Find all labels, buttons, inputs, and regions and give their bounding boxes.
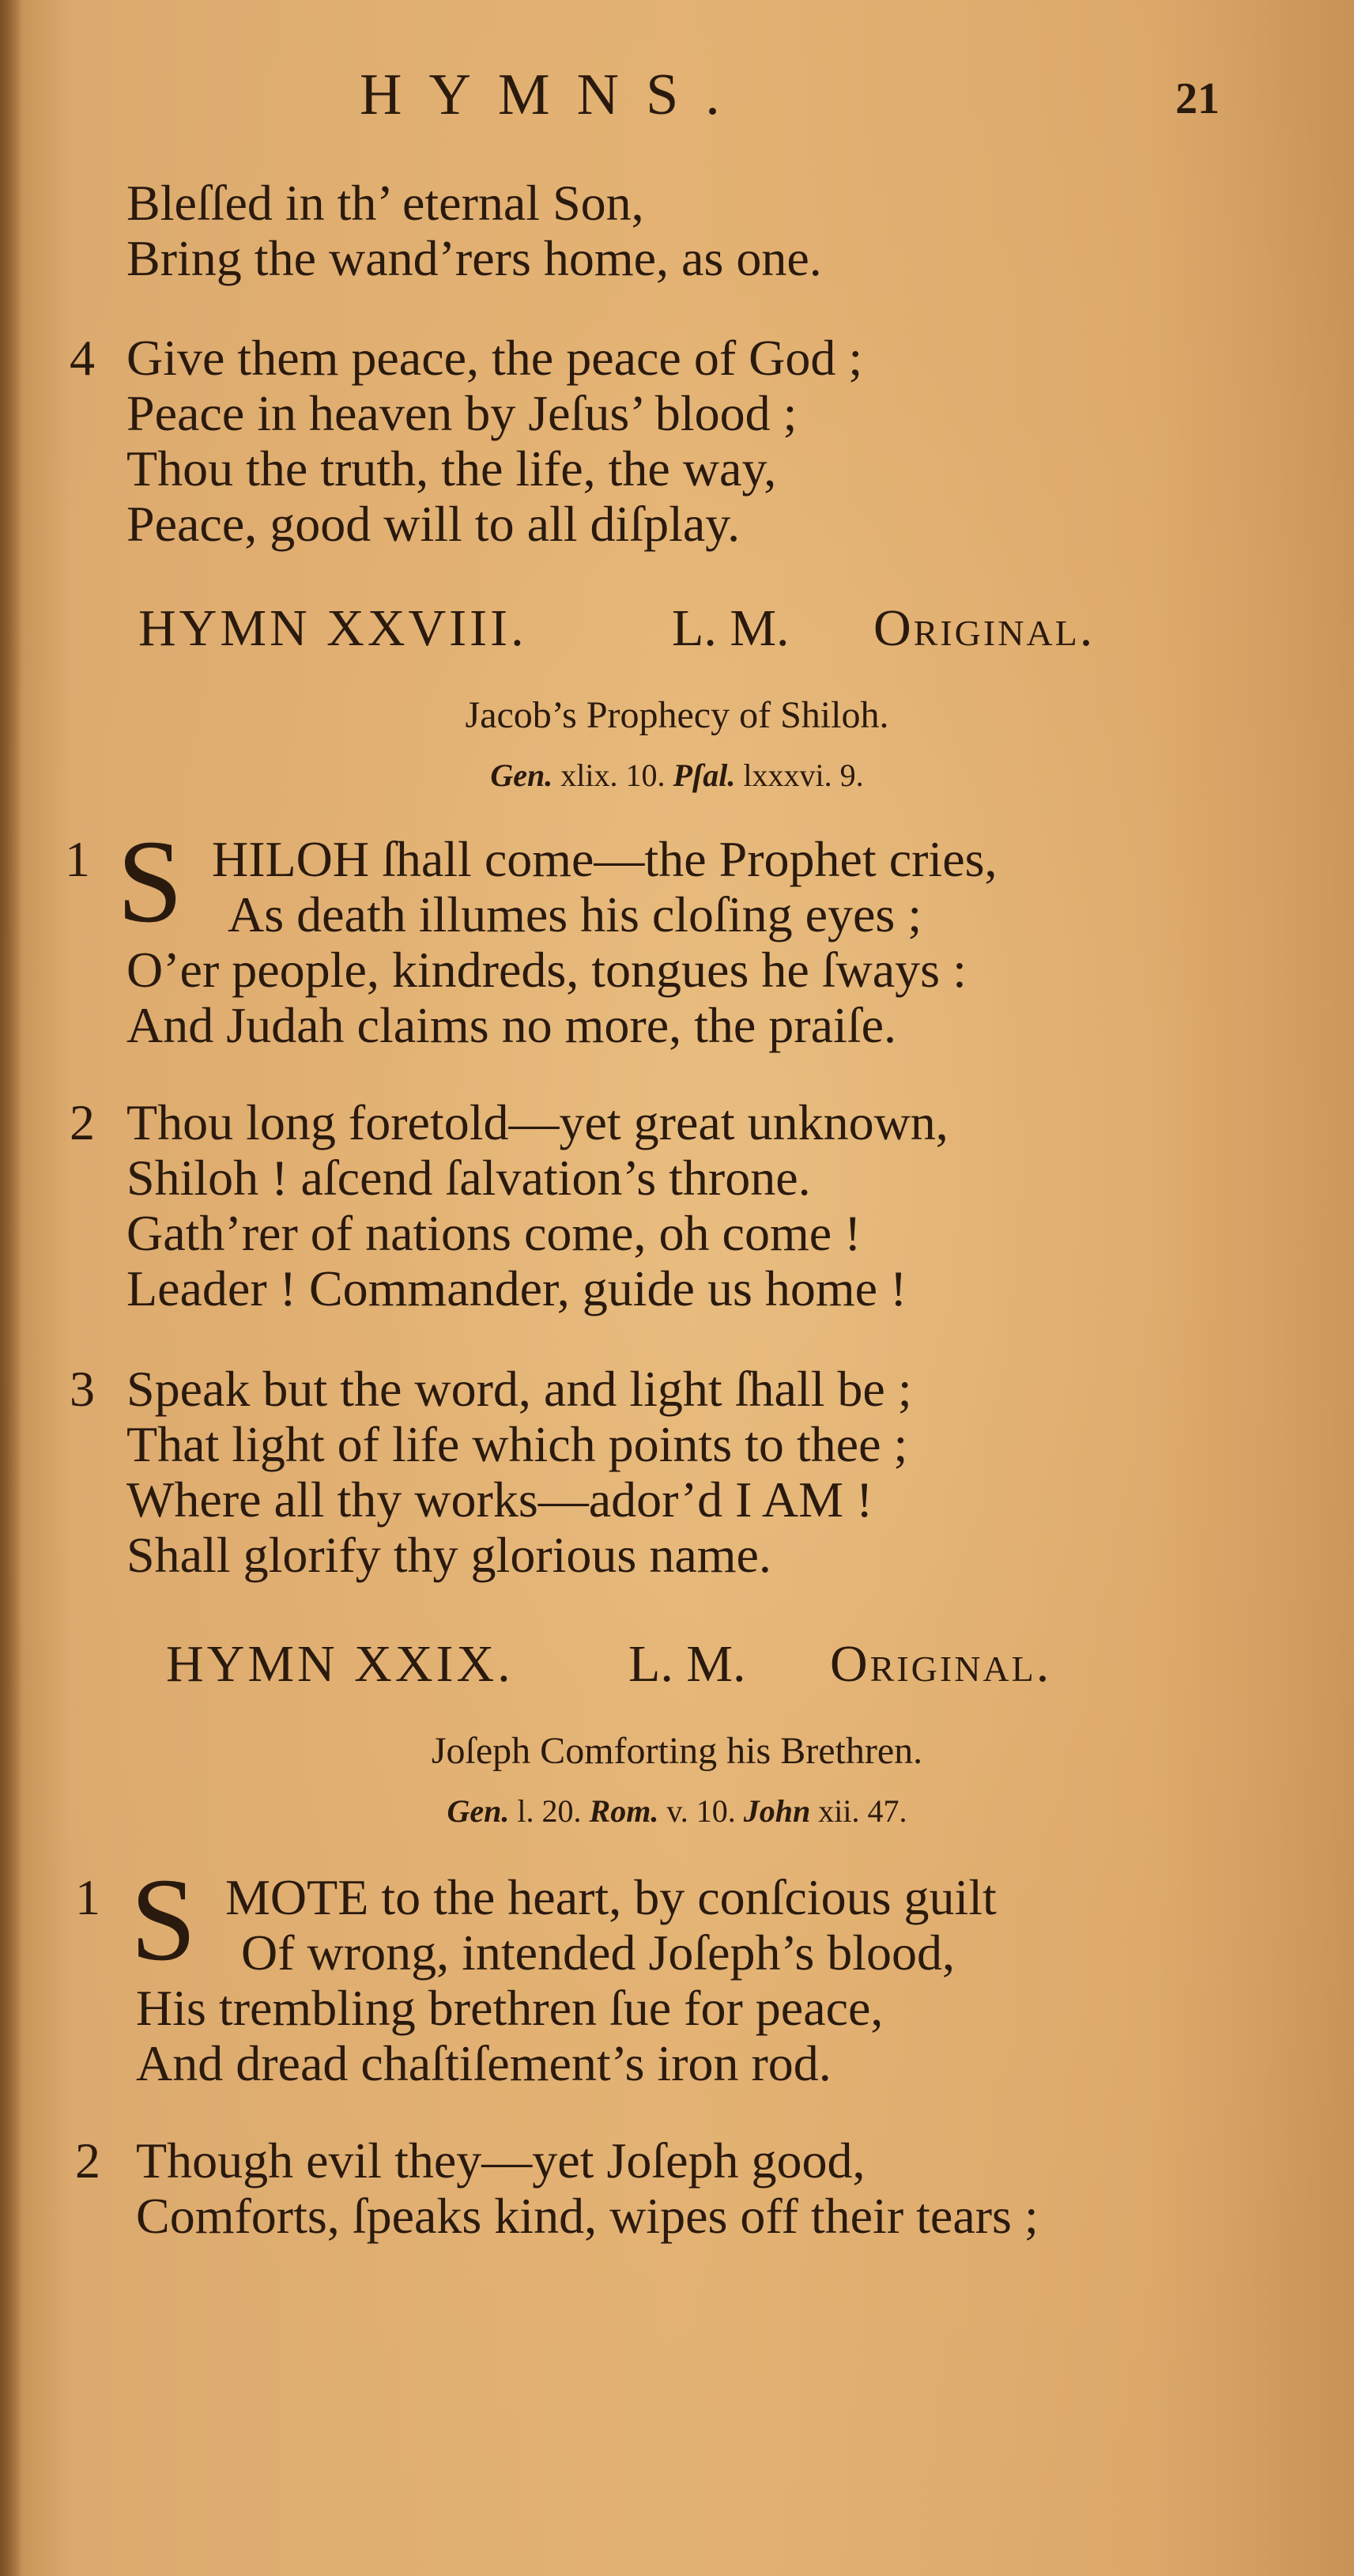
stanza-number: 1 [65,831,90,887]
running-head [0,59,1354,130]
verse-line: Though evil they—yet Joſeph good, [136,2132,866,2189]
ref-chapter: xii. 47. [818,1793,907,1829]
hymn-28-heading [0,593,1354,664]
hymn-29-heading [0,1629,1354,1700]
running-title: HYMNS. [360,62,747,127]
verse-line: As death illumes his cloſing eyes ; [228,886,922,942]
verse-line: Of wrong, intended Joſeph’s blood, [241,1924,955,1981]
verse-line: Shiloh ! aſcend ſalvation’s throne. [126,1150,811,1206]
verse-line: Peace, good will to all diſplay. [126,496,741,552]
stanza-number: 2 [70,1094,95,1150]
hymn-meter: L. M. [628,1635,746,1693]
ref-chapter: xlix. 10. [560,757,666,793]
verse-line: Bleſſed in th’ eternal Son, [126,175,644,231]
hymn-28-subtitle: Jacob’s Prophecy of Shiloh. [465,694,889,736]
ref-chapter: l. 20. [517,1793,582,1829]
verse-line: And Judah claims no more, the praiſe. [126,997,896,1053]
stanza-number: 4 [70,330,95,386]
verse-line: O’er people, kindreds, tongues he ſways : [126,942,967,998]
hymn-29-reference [0,1791,1354,1832]
verse-line: MOTE to the heart, by conſcious guilt [225,1869,997,1925]
stanza-number: 2 [75,2132,100,2189]
hymn-29-subtitle: Joſeph Comforting his Brethren. [431,1730,923,1772]
verse-line: Shall glorify thy glorious name. [126,1527,771,1583]
ref-book: John [743,1793,811,1829]
verse-line: HILOH ſhall come—the Prophet cries, [212,831,998,887]
hymn-meter: L. M. [672,599,790,657]
verse-line: Thou long foretold—yet great unknown, [126,1094,949,1150]
ref-book: Rom. [589,1793,659,1829]
drop-cap: S [117,816,183,947]
verse-line: And dread chaſtiſement’s iron rod. [136,2035,832,2091]
hymn-original-label: Original. [830,1635,1052,1693]
hymn-title: HYMN XXVIII. [138,599,527,657]
verse-line: Thou the truth, the life, the way, [126,440,777,497]
hymn-original-label: Original. [873,599,1096,657]
stanza-number: 3 [70,1361,95,1417]
ref-book: Gen. [447,1793,510,1829]
drop-cap: S [130,1854,197,1985]
verse-line: Bring the wand’rers home, as one. [126,230,822,286]
hymn-title: HYMN XXIX. [166,1635,514,1693]
page-spine-shadow [0,0,22,2576]
ref-chapter: v. 10. [666,1793,736,1829]
verse-line: His trembling brethren ſue for peace, [136,1980,884,2036]
ref-chapter: lxxxvi. 9. [743,757,864,793]
verse-line: Comforts, ſpeaks kind, wipes off their tears ; [136,2188,1039,2244]
stanza-number: 1 [75,1869,100,1925]
verse-line: Peace in heaven by Jeſus’ blood ; [126,385,798,441]
verse-line: Gath’rer of nations come, oh come ! [126,1205,862,1261]
ref-book: Pſal. [673,757,736,793]
verse-line: Where all thy works—ador’d I AM ! [126,1471,873,1528]
page-number: 21 [1175,74,1220,123]
verse-line: Leader ! Commander, guide us home ! [126,1260,907,1316]
hymn-28-reference [0,755,1354,796]
ref-book: Gen. [490,757,553,793]
verse-line: That light of life which points to thee ; [126,1416,908,1472]
verse-line: Speak but the word, and light ſhall be ; [126,1361,912,1417]
verse-line: Give them peace, the peace of God ; [126,330,863,386]
